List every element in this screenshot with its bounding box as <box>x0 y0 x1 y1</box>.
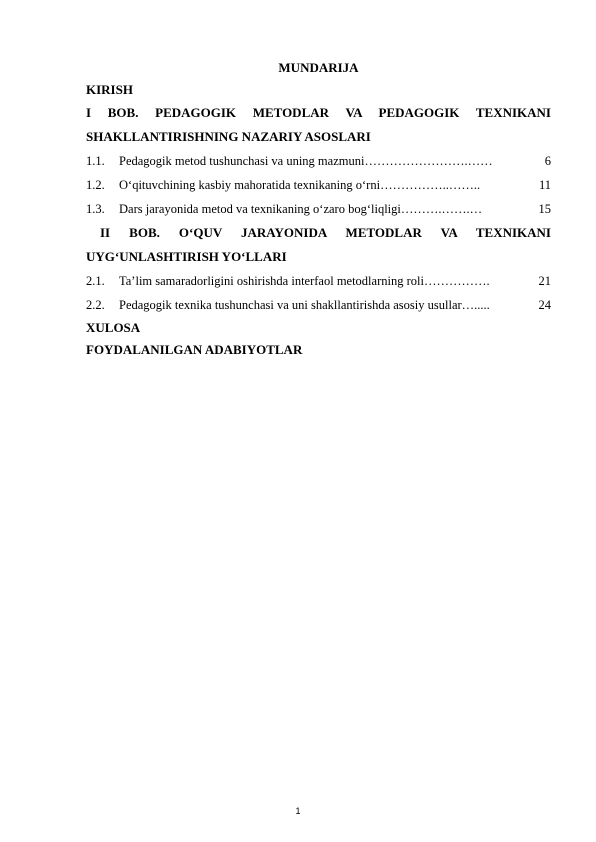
entry-number: 2.1. <box>86 274 105 288</box>
entry-page: 15 <box>538 202 551 216</box>
entry-number: 1.3. <box>86 202 105 216</box>
entry-text: Pedagogik metod tushunchasi va uning mazmuni <box>119 154 365 168</box>
entry-leader-dots: ……………..…….. <box>380 178 481 192</box>
toc-entry-2-2 <box>86 293 551 317</box>
toc-entry-1-3 <box>86 197 551 221</box>
chapter-2-line-1: II BOB. O‘QUV JARAYONIDA METODLAR VA TEXNIKANI <box>100 225 551 240</box>
entry-page: 24 <box>538 298 551 312</box>
entry-leader-dots: …………………….…… <box>364 154 493 168</box>
toc-intro: KIRISH <box>86 82 133 97</box>
entry-leader-dots: …..... <box>461 298 490 312</box>
toc-entry-1-1 <box>86 149 551 173</box>
entry-leader-dots: ……….…….… <box>400 202 483 216</box>
toc-entry-2-1 <box>86 269 551 293</box>
entry-number: 1.2. <box>86 178 105 192</box>
entry-text: Pedagogik texnika tushunchasi va uni shakllantirishda asosiy usullar <box>119 298 462 312</box>
entry-leader-dots: ……………. <box>423 274 490 288</box>
page-number: 1 <box>295 806 301 816</box>
toc-references: FOYDALANILGAN ADABIYOTLAR <box>86 342 303 357</box>
toc-entry-1-2 <box>86 173 551 197</box>
entry-text: O‘qituvchining kasbiy mahoratida texnikaning o‘rni <box>119 178 381 192</box>
chapter-2-line-2: UYG‘UNLASHTIRISH YO‘LLARI <box>86 249 287 264</box>
entry-number: 2.2. <box>86 298 105 312</box>
toc-conclusion: XULOSA <box>86 320 141 335</box>
entry-number: 1.1. <box>86 154 105 168</box>
entry-text: Dars jarayonida metod va texnikaning o‘zaro bog‘liqligi <box>119 202 401 216</box>
entry-page: 11 <box>538 178 551 192</box>
toc-chapter-2 <box>86 221 551 269</box>
table-of-contents <box>86 56 551 361</box>
entry-page: 21 <box>538 274 551 288</box>
chapter-1-line-1: I BOB. PEDAGOGIK METODLAR VA PEDAGOGIK TEXNIKANI <box>86 105 551 120</box>
toc-chapter-1 <box>86 101 551 149</box>
entry-text: Ta’lim samaradorligini oshirishda interfaol metodlarning roli <box>119 274 424 288</box>
chapter-1-line-2: SHAKLLANTIRISHNING NAZARIY ASOSLARI <box>86 129 371 144</box>
toc-title: MUNDARIJA <box>278 60 359 75</box>
entry-page: 6 <box>544 154 551 168</box>
